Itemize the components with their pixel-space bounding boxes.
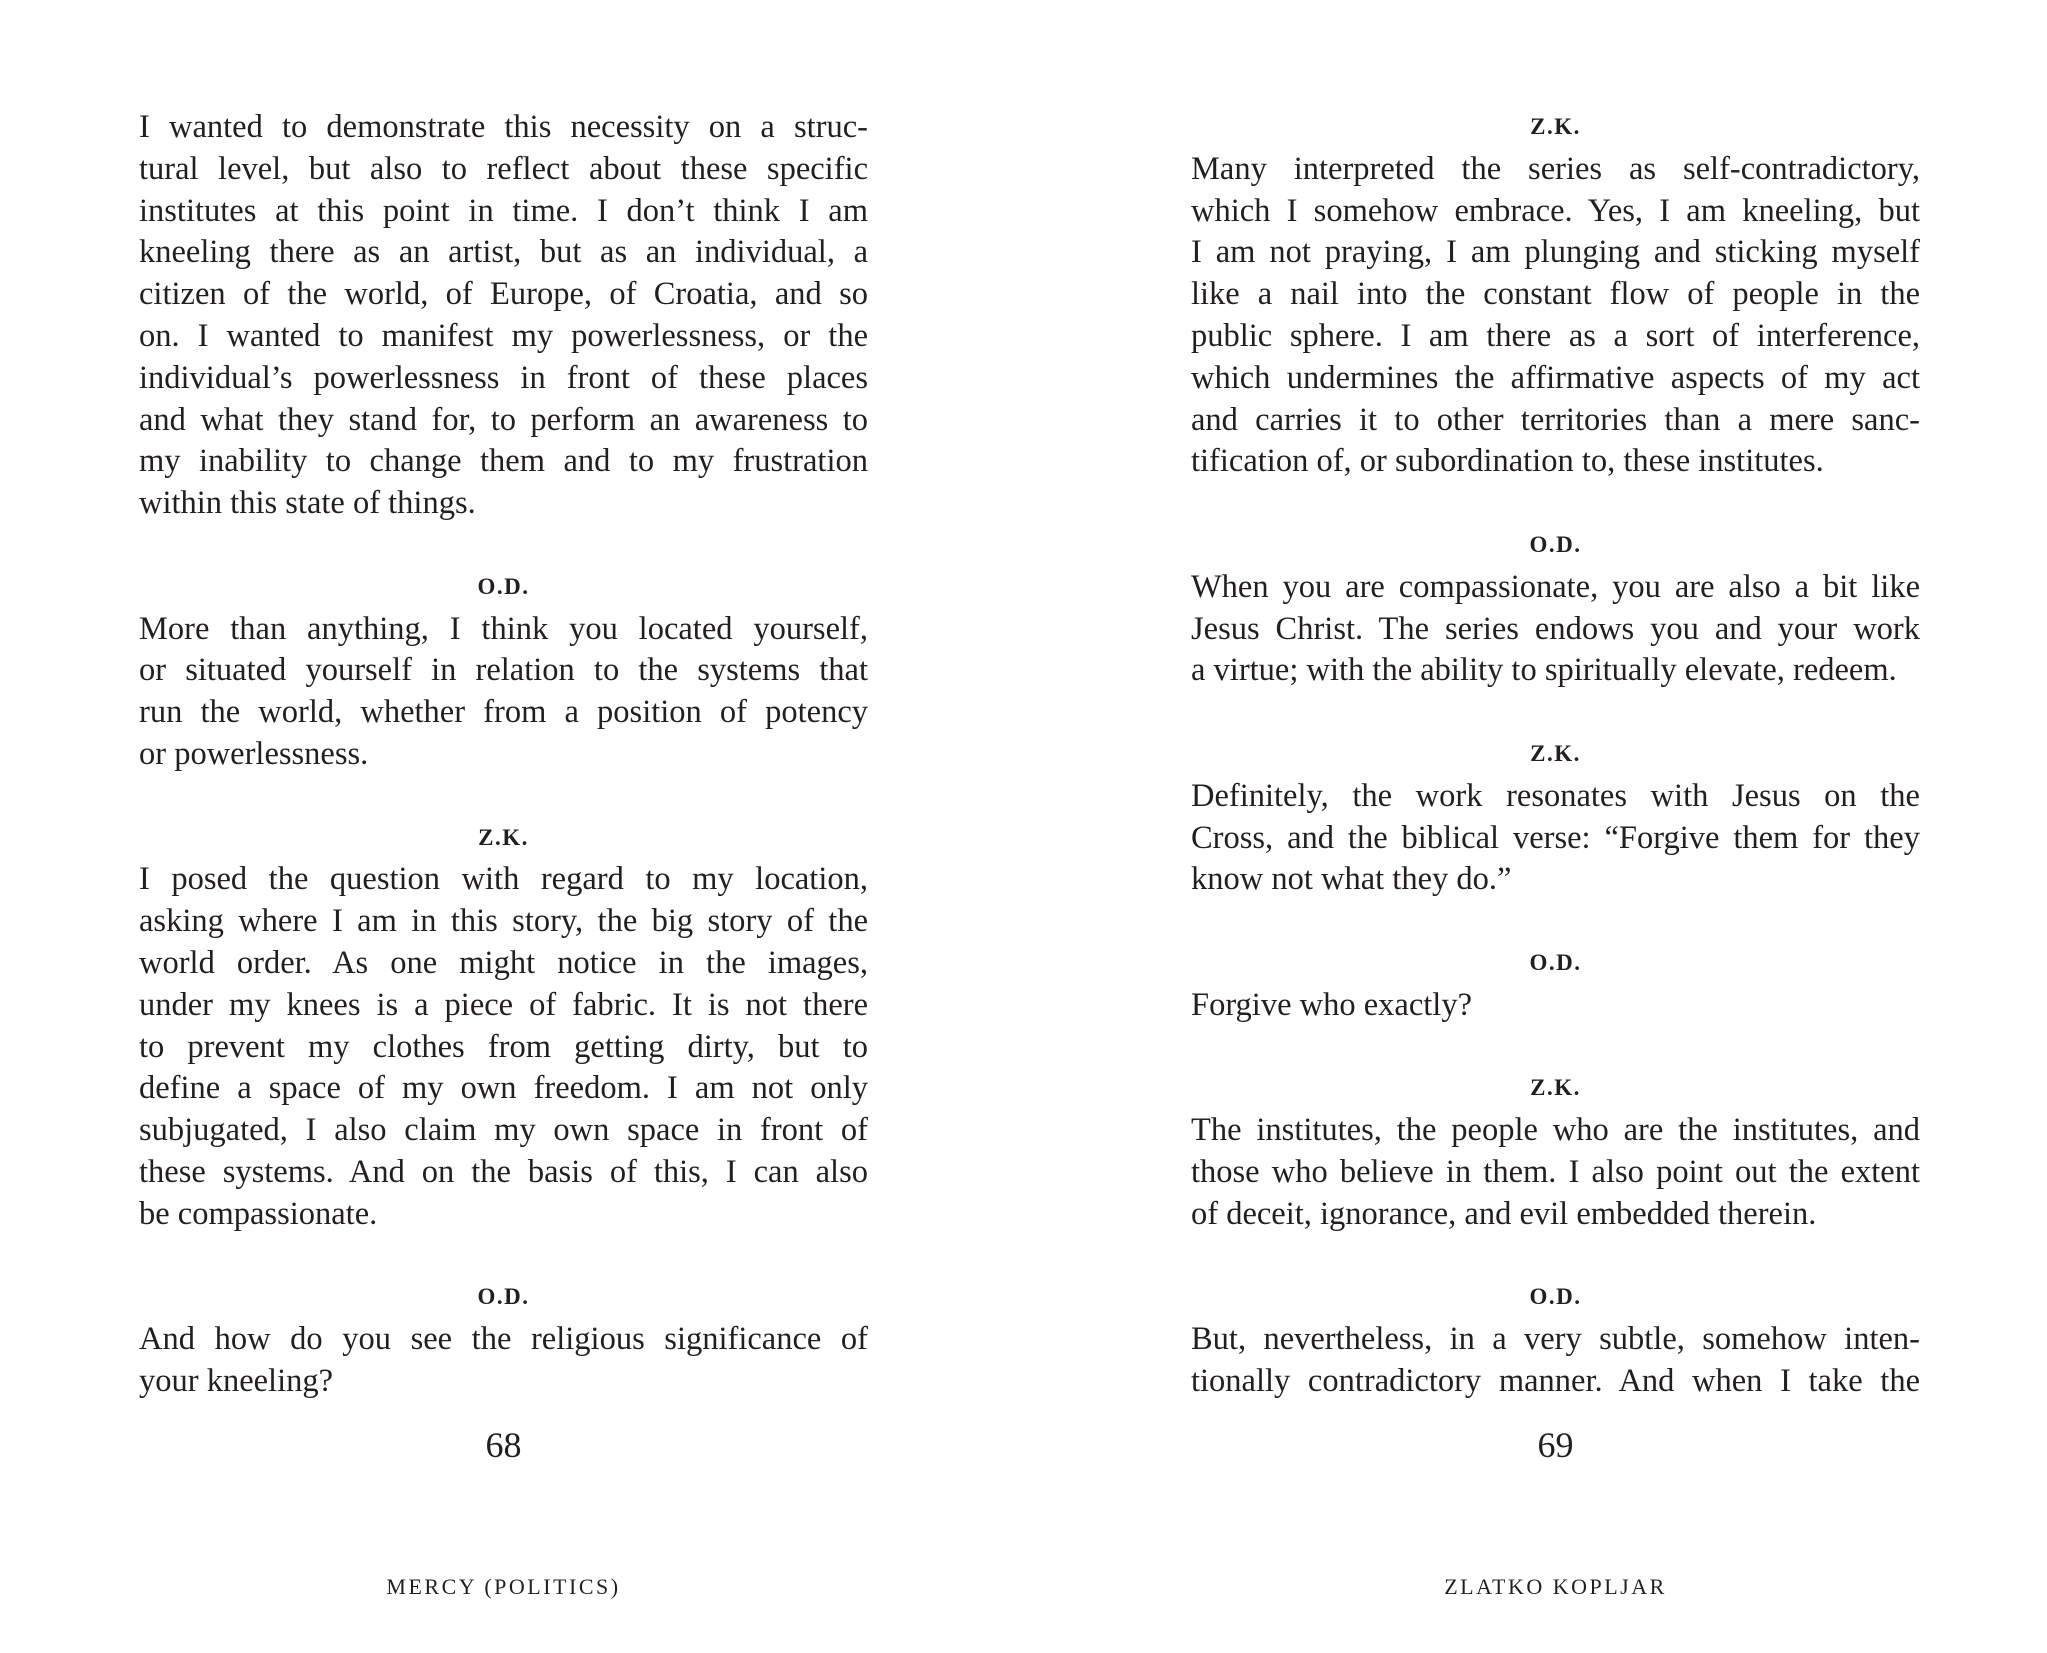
text-line: run the world, whether from a position of potency bbox=[139, 694, 868, 731]
text-line: asking where I am in this story, the big story of the bbox=[139, 903, 868, 940]
text-line: tification of, or subordination to, these institutes. bbox=[1191, 443, 1824, 480]
text-line: to prevent my clothes from getting dirty, but to bbox=[139, 1028, 868, 1065]
text-line: know not what they do.” bbox=[1191, 861, 1512, 898]
speaker-label: Z.K. bbox=[1530, 114, 1581, 139]
text-line: subjugated, I also claim my own space in front of bbox=[139, 1112, 868, 1149]
text-line: institutes at this point in time. I don’t think I am bbox=[139, 192, 868, 229]
speaker-label: O.D. bbox=[1529, 1284, 1582, 1310]
text-line: tionally contradictory manner. And when I take the bbox=[1191, 1363, 1920, 1399]
text-line: my inability to change them and to my frustration bbox=[139, 443, 868, 480]
text-line: kneeling there as an artist, but as an individual, a bbox=[139, 234, 868, 271]
speaker-label: Z.K. bbox=[1530, 1075, 1581, 1101]
text-line: I wanted to demonstrate this necessity on a struc- bbox=[139, 109, 868, 145]
text-line: tural level, but also to reflect about these specific bbox=[139, 150, 868, 187]
text-line: define a space of my own freedom. I am not only bbox=[139, 1070, 868, 1107]
text-line: under my knees is a piece of fabric. It is not there bbox=[139, 986, 868, 1023]
text-line: The institutes, the people who are the institutes, and bbox=[1191, 1112, 1920, 1149]
left-page bbox=[139, 0, 868, 1653]
text-line: of deceit, ignorance, and evil embedded therein. bbox=[1191, 1195, 1817, 1232]
text-line: those who believe in them. I also point out the extent bbox=[1191, 1154, 1920, 1190]
text-line: your kneeling? bbox=[139, 1363, 334, 1399]
text-line: I am not praying, I am plunging and sticking myself bbox=[1191, 234, 1920, 271]
text-line: and what they stand for, to perform an awareness to bbox=[139, 401, 868, 438]
text-line: More than anything, I think you located yourself, bbox=[139, 610, 868, 647]
page-number: 69 bbox=[1537, 1425, 1574, 1465]
speaker-label: O.D. bbox=[477, 573, 530, 599]
text-line: Cross, and the biblical verse: “Forgive them for they bbox=[1191, 819, 1920, 856]
text-line: which I somehow embrace. Yes, I am kneeling, but bbox=[1191, 192, 1920, 229]
text-line: citizen of the world, of Europe, of Croatia, and so bbox=[139, 276, 868, 313]
text-line: But, nevertheless, in a very subtle, somehow inten- bbox=[1191, 1321, 1920, 1358]
text-line: or situated yourself in relation to the systems that bbox=[139, 652, 868, 689]
text-line: Forgive who exactly? bbox=[1191, 986, 1472, 1023]
text-line: public sphere. I am there as a sort of interference, bbox=[1191, 318, 1920, 354]
page-number: 68 bbox=[485, 1425, 522, 1465]
speaker-label: O.D. bbox=[1529, 950, 1582, 975]
running-footer: MERCY (POLITICS) bbox=[386, 1574, 621, 1599]
right-page bbox=[1191, 0, 1920, 1653]
text-line: within this state of things. bbox=[139, 485, 476, 522]
speaker-label: Z.K. bbox=[478, 824, 529, 850]
text-line: Many interpreted the series as self-contradictory, bbox=[1191, 150, 1920, 187]
text-line: I posed the question with regard to my location, bbox=[139, 861, 868, 898]
text-line: And how do you see the religious significance of bbox=[139, 1321, 868, 1358]
text-line: these systems. And on the basis of this, I can also bbox=[139, 1154, 868, 1190]
text-line: like a nail into the constant flow of people in the bbox=[1191, 276, 1920, 313]
text-line: or powerlessness. bbox=[139, 736, 369, 772]
text-line: a virtue; with the ability to spiritually elevate, redeem. bbox=[1191, 652, 1897, 689]
text-line: which undermines the affirmative aspects of my act bbox=[1191, 359, 1920, 396]
text-line: and carries it to other territories than a mere sanc- bbox=[1191, 401, 1920, 438]
text-line: world order. As one might notice in the images, bbox=[139, 945, 868, 981]
speaker-label: O.D. bbox=[477, 1284, 530, 1310]
speaker-label: Z.K. bbox=[1530, 741, 1581, 766]
running-footer: ZLATKO KOPLJAR bbox=[1444, 1574, 1667, 1599]
speaker-label: O.D. bbox=[1529, 532, 1582, 557]
text-line: individual’s powerlessness in front of these places bbox=[139, 359, 868, 396]
text-line: Definitely, the work resonates with Jesus on the bbox=[1191, 777, 1920, 814]
text-line: Jesus Christ. The series endows you and your work bbox=[1191, 610, 1920, 647]
text-line: be compassionate. bbox=[139, 1195, 378, 1232]
text-line: When you are compassionate, you are also a bit like bbox=[1191, 568, 1920, 605]
text-line: on. I wanted to manifest my powerlessness, or the bbox=[139, 318, 868, 354]
